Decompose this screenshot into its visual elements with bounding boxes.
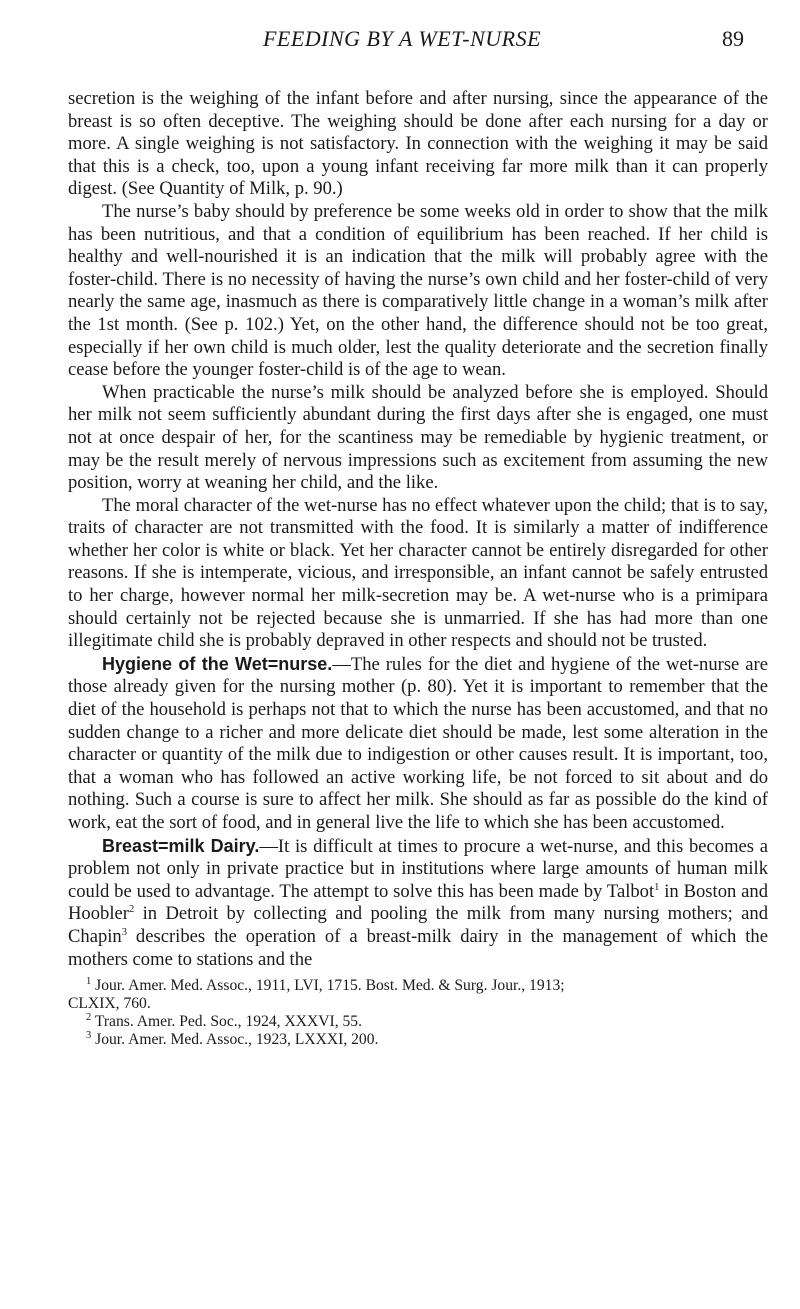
footnote-ref-3: 3	[121, 926, 127, 938]
section-heading-hygiene: Hygiene of the Wet=nurse.	[102, 653, 333, 674]
footnote-1-continued: CLXIX, 760.	[68, 995, 151, 1013]
footnote-mark-1: 1	[86, 975, 92, 987]
footnote-ref-2: 2	[128, 904, 135, 916]
footnote-1-text: Jour. Amer. Med. Assoc., 1911, LVI, 1715. Bost. Med. & Surg. Jour., 1913;	[91, 977, 565, 995]
paragraph-3: When practicable the nurse’s milk should be analyzed before she is employed. Should her milk not seem sufficiently abundant during the first days after she is engaged, one must not at once despair of her, for the scantiness may be remediable by hygienic treatment, or may be the result merely of nervous impressions such as excitement from assuming the new position, worry at weaning her child, and the like.	[68, 381, 768, 494]
paragraph-6-text-a: —It is difficult at times to procure a wet-nurse, and this becomes a problem not only in private practice but in institutions where large amounts of human milk could be used to advantage. The attempt to solve this has been made by Talbot	[68, 835, 768, 902]
footnote-3	[68, 1031, 768, 1049]
paragraph-2: The nurse’s baby should by preference be some weeks old in order to show that the milk has been nutritious, and that a condition of equilibrium has been reached. If her child is healthy and well-nourished it is an indication that the milk will probably agree with the foster-child. There is no necessity of having the nurse’s own child and her foster-child of very nearly the same age, inasmuch as there is comparatively little change in a woman’s milk after the 1st month. (See p. 102.) Yet, on the other hand, the difference should not be too great, especially if her own child is much older, lest the quality deteriorate and the secretion finally cease before the younger foster-child is of the age to wean.	[68, 200, 768, 381]
page-number: 89	[722, 26, 744, 51]
page-header	[60, 26, 744, 60]
paragraph-6-text-c: in Detroit by collecting and pooling the milk from many nursing mothers; and Chapin	[68, 903, 768, 947]
paragraph-6-text-b: in Boston and Hoobler	[68, 880, 768, 925]
footnote-mark-3: 3	[86, 1029, 92, 1041]
section-heading-dairy: Breast=milk Dairy.	[102, 835, 260, 856]
paragraph-4: The moral character of the wet-nurse has no effect whatever upon the child; that is to say, traits of character are not transmitted with the food. It is similarly a matter of indifference whether her color is white or black. Yet her character cannot be entirely disregarded for other reasons. If she is intemperate, vicious, and irresponsible, an infant cannot be safely entrusted to her charge, however normal her milk-secretion may be. A wet-nurse who is a primipara should certainly not be rejected because she is unmarried. If she has had more than one illegitimate child she is probably depraved in other respects and should not be trusted.	[68, 494, 768, 652]
paragraph-5	[68, 653, 768, 835]
footnote-3-text: Jour. Amer. Med. Assoc., 1923, LXXXI, 200.	[91, 1031, 379, 1049]
footnote-2-text: Trans. Amer. Ped. Soc., 1924, XXXVI, 55.	[91, 1013, 362, 1031]
paragraph-6-text-d: describes the operation of a breast-milk dairy in the management of which the mothers come to stations and the	[68, 925, 768, 970]
footnote-mark-2: 2	[86, 1011, 92, 1023]
footnote-ref-1: 1	[654, 881, 660, 893]
footnotes	[68, 977, 768, 1049]
footnote-2	[68, 1013, 768, 1031]
footnote-1	[68, 977, 768, 995]
running-head: FEEDING BY A WET-NURSE	[262, 26, 542, 51]
paragraph-6	[68, 835, 768, 972]
paragraph-1: secretion is the weighing of the infant before and after nursing, since the appearance of the breast is so often deceptive. The weighing should be done after each nursing for a day or more. A single weighing is not satisfactory. In connection with the weighing it may be said that this is a check, too, upon a young infant receiving far more milk than it can properly digest. (See Quantity of Milk, p. 90.)	[68, 88, 768, 200]
paragraph-5-text: —The rules for the diet and hygiene of the wet-nurse are those already given for the nursing mother (p. 80). Yet it is important to remember that the diet of the household is perhaps not that to which the nurse has been accustomed, and that no sudden change to a richer and more delicate diet should be made, lest some alteration in the character or quantity of the milk due to indigestion or other causes result. It is important, too, that a woman who has followed an active working life, be not forced to sit about and do nothing. Such a course is sure to affect her milk. She should as far as possible do the kind of work, eat the sort of food, and in general live the life to which she has been accustomed.	[68, 653, 769, 833]
body-text	[68, 88, 768, 1049]
